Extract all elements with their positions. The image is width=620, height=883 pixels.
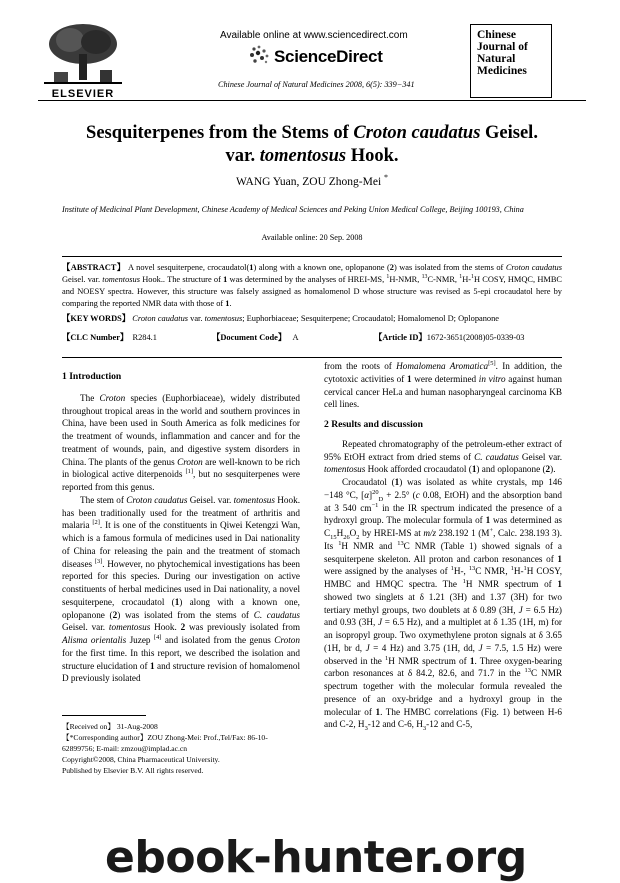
affiliation: Institute of Medicinal Plant Development, Chinese Academy of Medical Sciences and Peking Union Medical College, Beijing 100193, China	[62, 205, 524, 214]
section-heading: 1 Introduction	[62, 371, 122, 382]
journal-box-line: Journal of	[477, 41, 528, 53]
article-id: 【Article ID】1672-3651(2008)05-0339-03	[374, 333, 525, 342]
journal-box-line: Medicines	[477, 65, 527, 77]
abstract: 【ABSTRACT】 A novel sesquiterpene, crocaudatol(1) along with a known one, oplopanone (2) was isolated from the stems of Croton caudatus Geisel. var. tomentosus Hook.. The structure of 1 was determined by the analyses of HREI-MS, $^1$H-NMR, $^{13}$C-NMR, $^1$H-$^1$H COSY, HMQC, HMBC and NOESY spectra. However, this structure was falsely assigned as homalomenol D whose structure was revised as 5-epi crocaudatol here by comparing the reported NMR data with those of 1.	[62, 263, 563, 309]
paragraph: Repeated chromatography of the petroleum-ether extract of 95% EtOH extract from dried stems of C. caudatus Geisel var. tomentosus Hook afforded crocaudatol (1) and oplopanone (2).	[324, 438, 562, 475]
article-title: Sesquiterpenes from the Stems of Croton caudatus Geisel. var. tomentosus Hook.	[86, 123, 538, 166]
paragraph: Crocaudatol (1) was isolated as white crystals, mp 146 −148 °C, $[\alpha]^{20}_D + 2.5^\circ$ (c 0.08, EtOH) and the absorption band at 3 540 $cm^{-1}$ in the IR spectrum indicated the presence of a hydroxyl group. The molecular formula of 1 was determined as $C_{15}H_{26}O_2$ by HREI-MS at m/z 238.192 1 (M+, Calc. 238.193 3). Its $^1$H NMR and $^{13}$C NMR (Table 1) showed signals of a sesquiterpene skeleton. All proton and carbon resonances of 1 were assigned by the analyses of $^1$H-, $^{13}$C NMR, $^1$H-$^1$H COSY, HMBC and HMQC spectra. The $^1$H NMR spectrum of 1 showed two singlets at δ 1.21 (3H) and 1.37 (3H) for two tertiary methyl groups, two doublets at δ 0.89 (3H, J = 6.5 Hz) and 0.93 (3H, J = 6.5 Hz), and a multiplet at δ 1.35 (1H, m) for an isopropyl group. Two oxymethylene proton signals at δ 3.65 (1H, br d, J = 4 Hz) and 3.75 (1H, dd, J = 7.5, 1.5 Hz) were observed in the $^1$H NMR spectrum of 1. Three oxygen-bearing carbon resonances at δ 84.2, 82.6, and 71.7 in the $^{13}$C NMR spectrum together with the molecular formula revealed the presence of an oxy-bridge and a hydroxyl group in the molecular of 1. The HMBC correlations (Fig. 1) between H-6 and C-2, $H_3-12$ and C-6, $H_3-12$ and C-5,	[324, 477, 563, 733]
section-heading: 2 Results and discussion	[324, 419, 423, 430]
footnotes	[62, 721, 300, 776]
watermark: ebook-hunter.org	[105, 832, 527, 883]
received-date: 【Received on】 31-Aug-2008	[62, 722, 158, 731]
abstract-top-rule	[62, 256, 562, 257]
keywords: 【KEY WORDS】 Croton caudatus var. tomentosus; Euphorbiaceae; Sesquiterpene; Crocaudatol; Homalomenol D; Oplopanone	[62, 314, 500, 323]
paragraph: from the roots of Homalomena Aromatica[5]. In addition, the cytotoxic activities of 1 were determined in vitro against human cervical cancer HeLa and human nasopharyngeal carcinoma KB cell lines.	[324, 359, 562, 410]
journal-box-line: Chinese	[477, 29, 516, 41]
journal-citation: Chinese Journal of Natural Medicines 2008, 6(5): 339−341	[218, 80, 415, 89]
paragraph: The stem of Croton caudatus Geisel. var. tomentosus Hook. has been traditionally used for the treatment of arthritis and malaria [2]. It is one of the constituents in Qiwei Ketengzi Wan, which is a famous formula of medicines used in Dai nationality of China for releasing the pain and the treatment of stomach diseases [3]. However, no phytochemical investigations has been reported for this species. During our investigation on active constituents of herbal medicines used in Dai nationality, a novel sesquiterpene, crocaudatol (1) along with a known one, oplopanone (2) was isolated from the stems of C. caudatus Geisel. var. tomentosus Hook. 2 was previously isolated from Alisma orientalis Juzep [4] and isolated from the genus Croton for the first time. In this report, we described the isolation and structure elucidation of 1 and structure revision of homalomenol D previously isolated	[62, 494, 300, 684]
elsevier-tree-logo	[40, 20, 126, 88]
header-divider	[38, 100, 586, 101]
right-column	[324, 360, 562, 731]
copyright: Copyright©2008, China Pharmaceutical University.	[62, 755, 220, 764]
available-online-url[interactable]: Available online at www.sciencedirect.com	[220, 30, 408, 41]
author-list: WANG Yuan, ZOU Zhong-Mei *	[235, 173, 389, 188]
corresponding-author[interactable]: 【*Corresponding author】ZOU Zhong-Mei: Prof.,Tel/Fax: 86-10-62899756; E-mail: zmzou@implad.ac.cn	[62, 733, 268, 753]
journal-box-line: Natural	[477, 53, 516, 65]
left-column	[62, 371, 300, 685]
footnote-rule	[62, 715, 146, 716]
abstract-bottom-rule	[62, 357, 562, 358]
clc-number: 【CLC Number】 R284.1	[62, 333, 157, 342]
available-date: Available online: 20 Sep. 2008	[261, 233, 363, 242]
paragraph: The Croton species (Euphorbiaceae), widely distributed throughout tropical areas in the world and southern provinces in China, have been used in South America as folk medicines for the treatment of wounds, inflammation and cancer and for the treatment of wounds, pain, and digestive system disorders in China. The plants of the genus Croton are well-known to be rich in biological active diterpenoids [1], but no sesquiterpenes were reported from this genus.	[62, 392, 300, 492]
document-code: 【Document Code】 A	[212, 333, 299, 342]
sciencedirect-wordmark: ScienceDirect	[274, 47, 383, 66]
publisher-rights: Published by Elsevier B.V. All rights reserved.	[62, 766, 204, 775]
publisher-name: ELSEVIER	[51, 88, 115, 100]
journal-title-box	[470, 24, 552, 98]
